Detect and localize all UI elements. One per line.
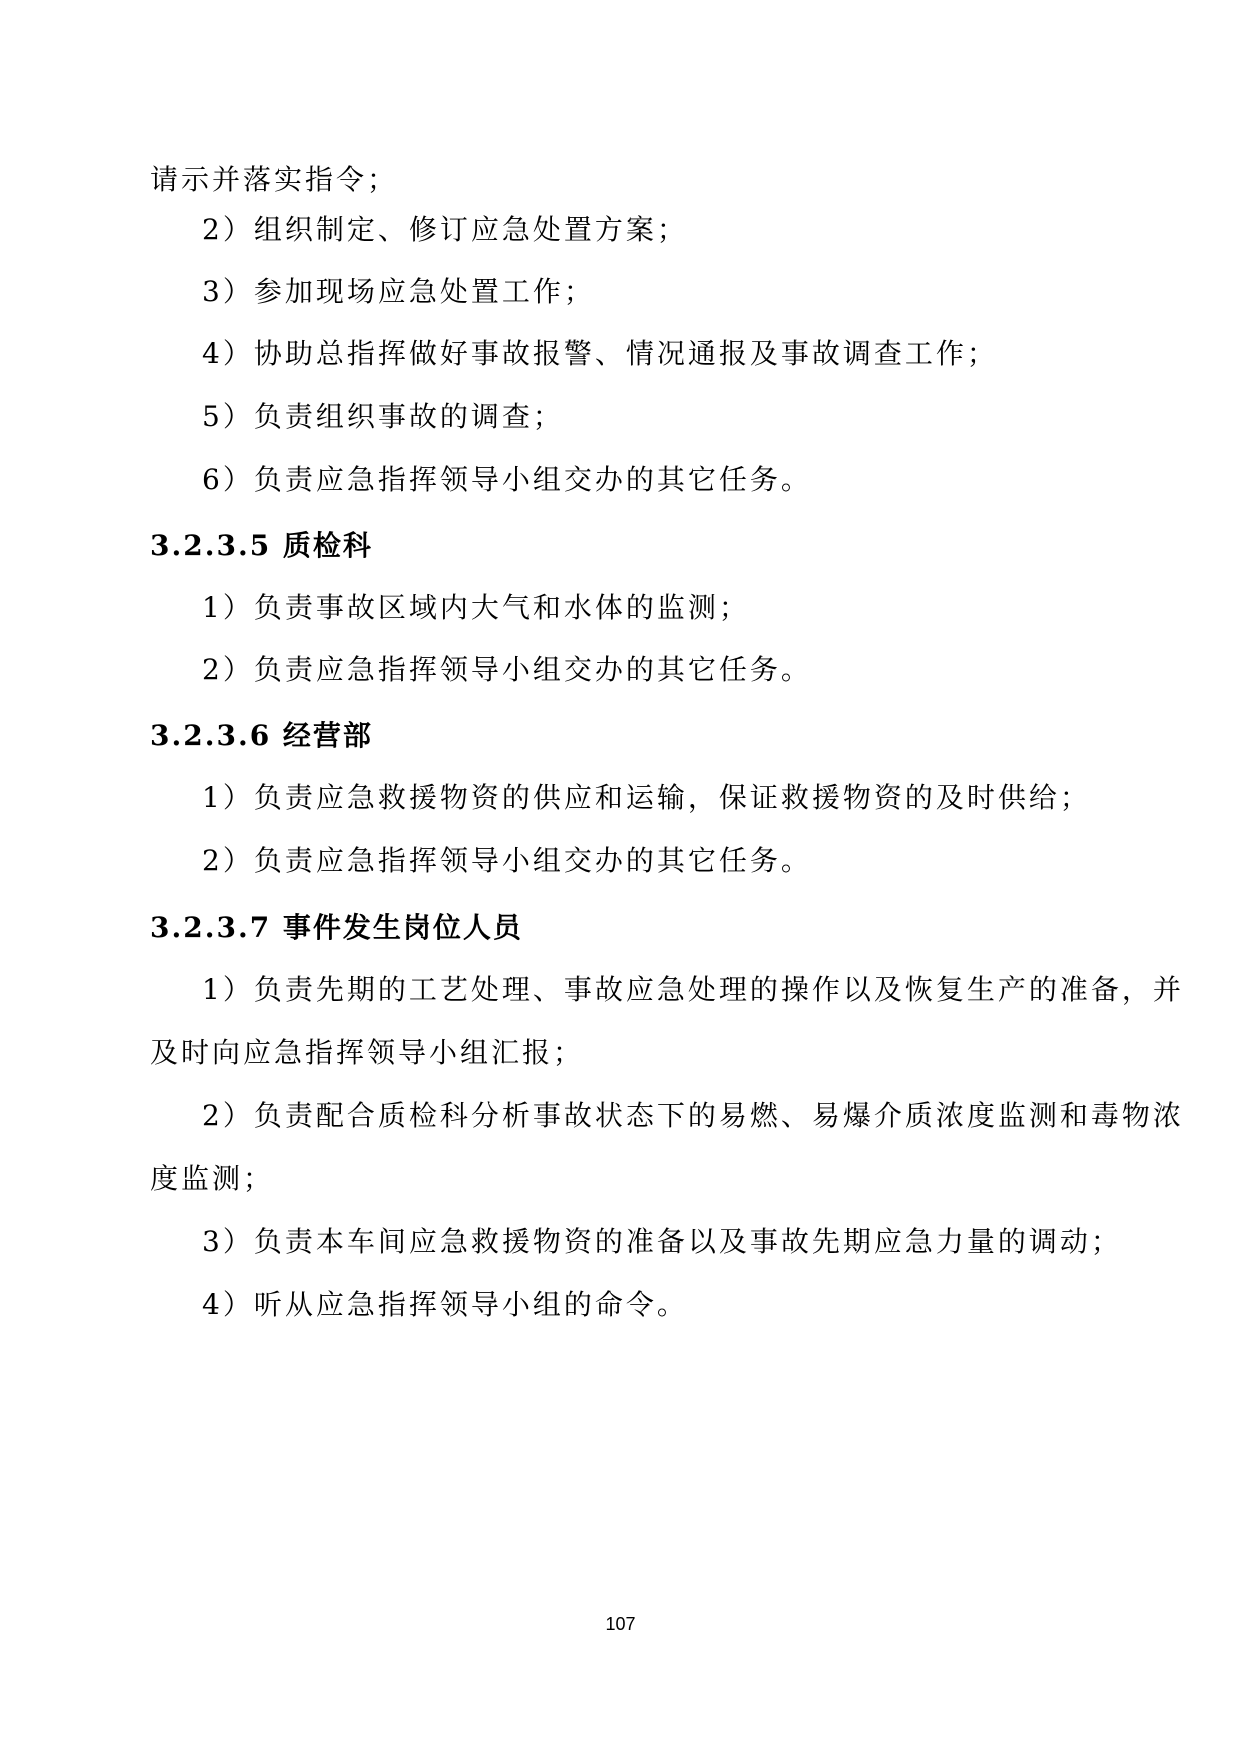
section-heading: 3.2.3.7 事件发生岗位人员 [150,911,523,944]
list-item: 4）听从应急指挥领导小组的命令。 [202,1288,688,1321]
section-heading: 3.2.3.5 质检科 [150,529,373,562]
list-item: 3）参加现场应急处置工作； [202,275,595,308]
section-heading: 3.2.3.6 经营部 [150,719,373,752]
page-number: 107 [605,1614,636,1634]
paragraph-continuation: 请示并落实指令； [150,163,399,196]
list-item: 2）负责应急指挥领导小组交办的其它任务。 [202,844,812,877]
list-item: 3）负责本车间应急救援物资的准备以及事故先期应急力量的调动； [202,1225,1122,1258]
list-item: 2）负责配合质检科分析事故状态下的易燃、易爆介质浓度监测和毒物浓 [202,1099,1184,1132]
list-item: 1）负责先期的工艺处理、事故应急处理的操作以及恢复生产的准备，并 [202,973,1184,1006]
list-item: 2）负责应急指挥领导小组交办的其它任务。 [202,653,812,686]
list-item: 6）负责应急指挥领导小组交办的其它任务。 [202,463,812,496]
list-item: 2）组织制定、修订应急处置方案； [202,213,688,246]
list-item-continuation: 度监测； [150,1162,275,1195]
list-item: 5）负责组织事故的调查； [202,400,564,433]
list-item: 1）负责事故区域内大气和水体的监测； [202,591,750,624]
list-item: 4）协助总指挥做好事故报警、情况通报及事故调查工作； [202,337,998,370]
list-item-continuation: 及时向应急指挥领导小组汇报； [150,1036,585,1069]
list-item: 1）负责应急救援物资的供应和运输，保证救援物资的及时供给； [202,781,1091,814]
